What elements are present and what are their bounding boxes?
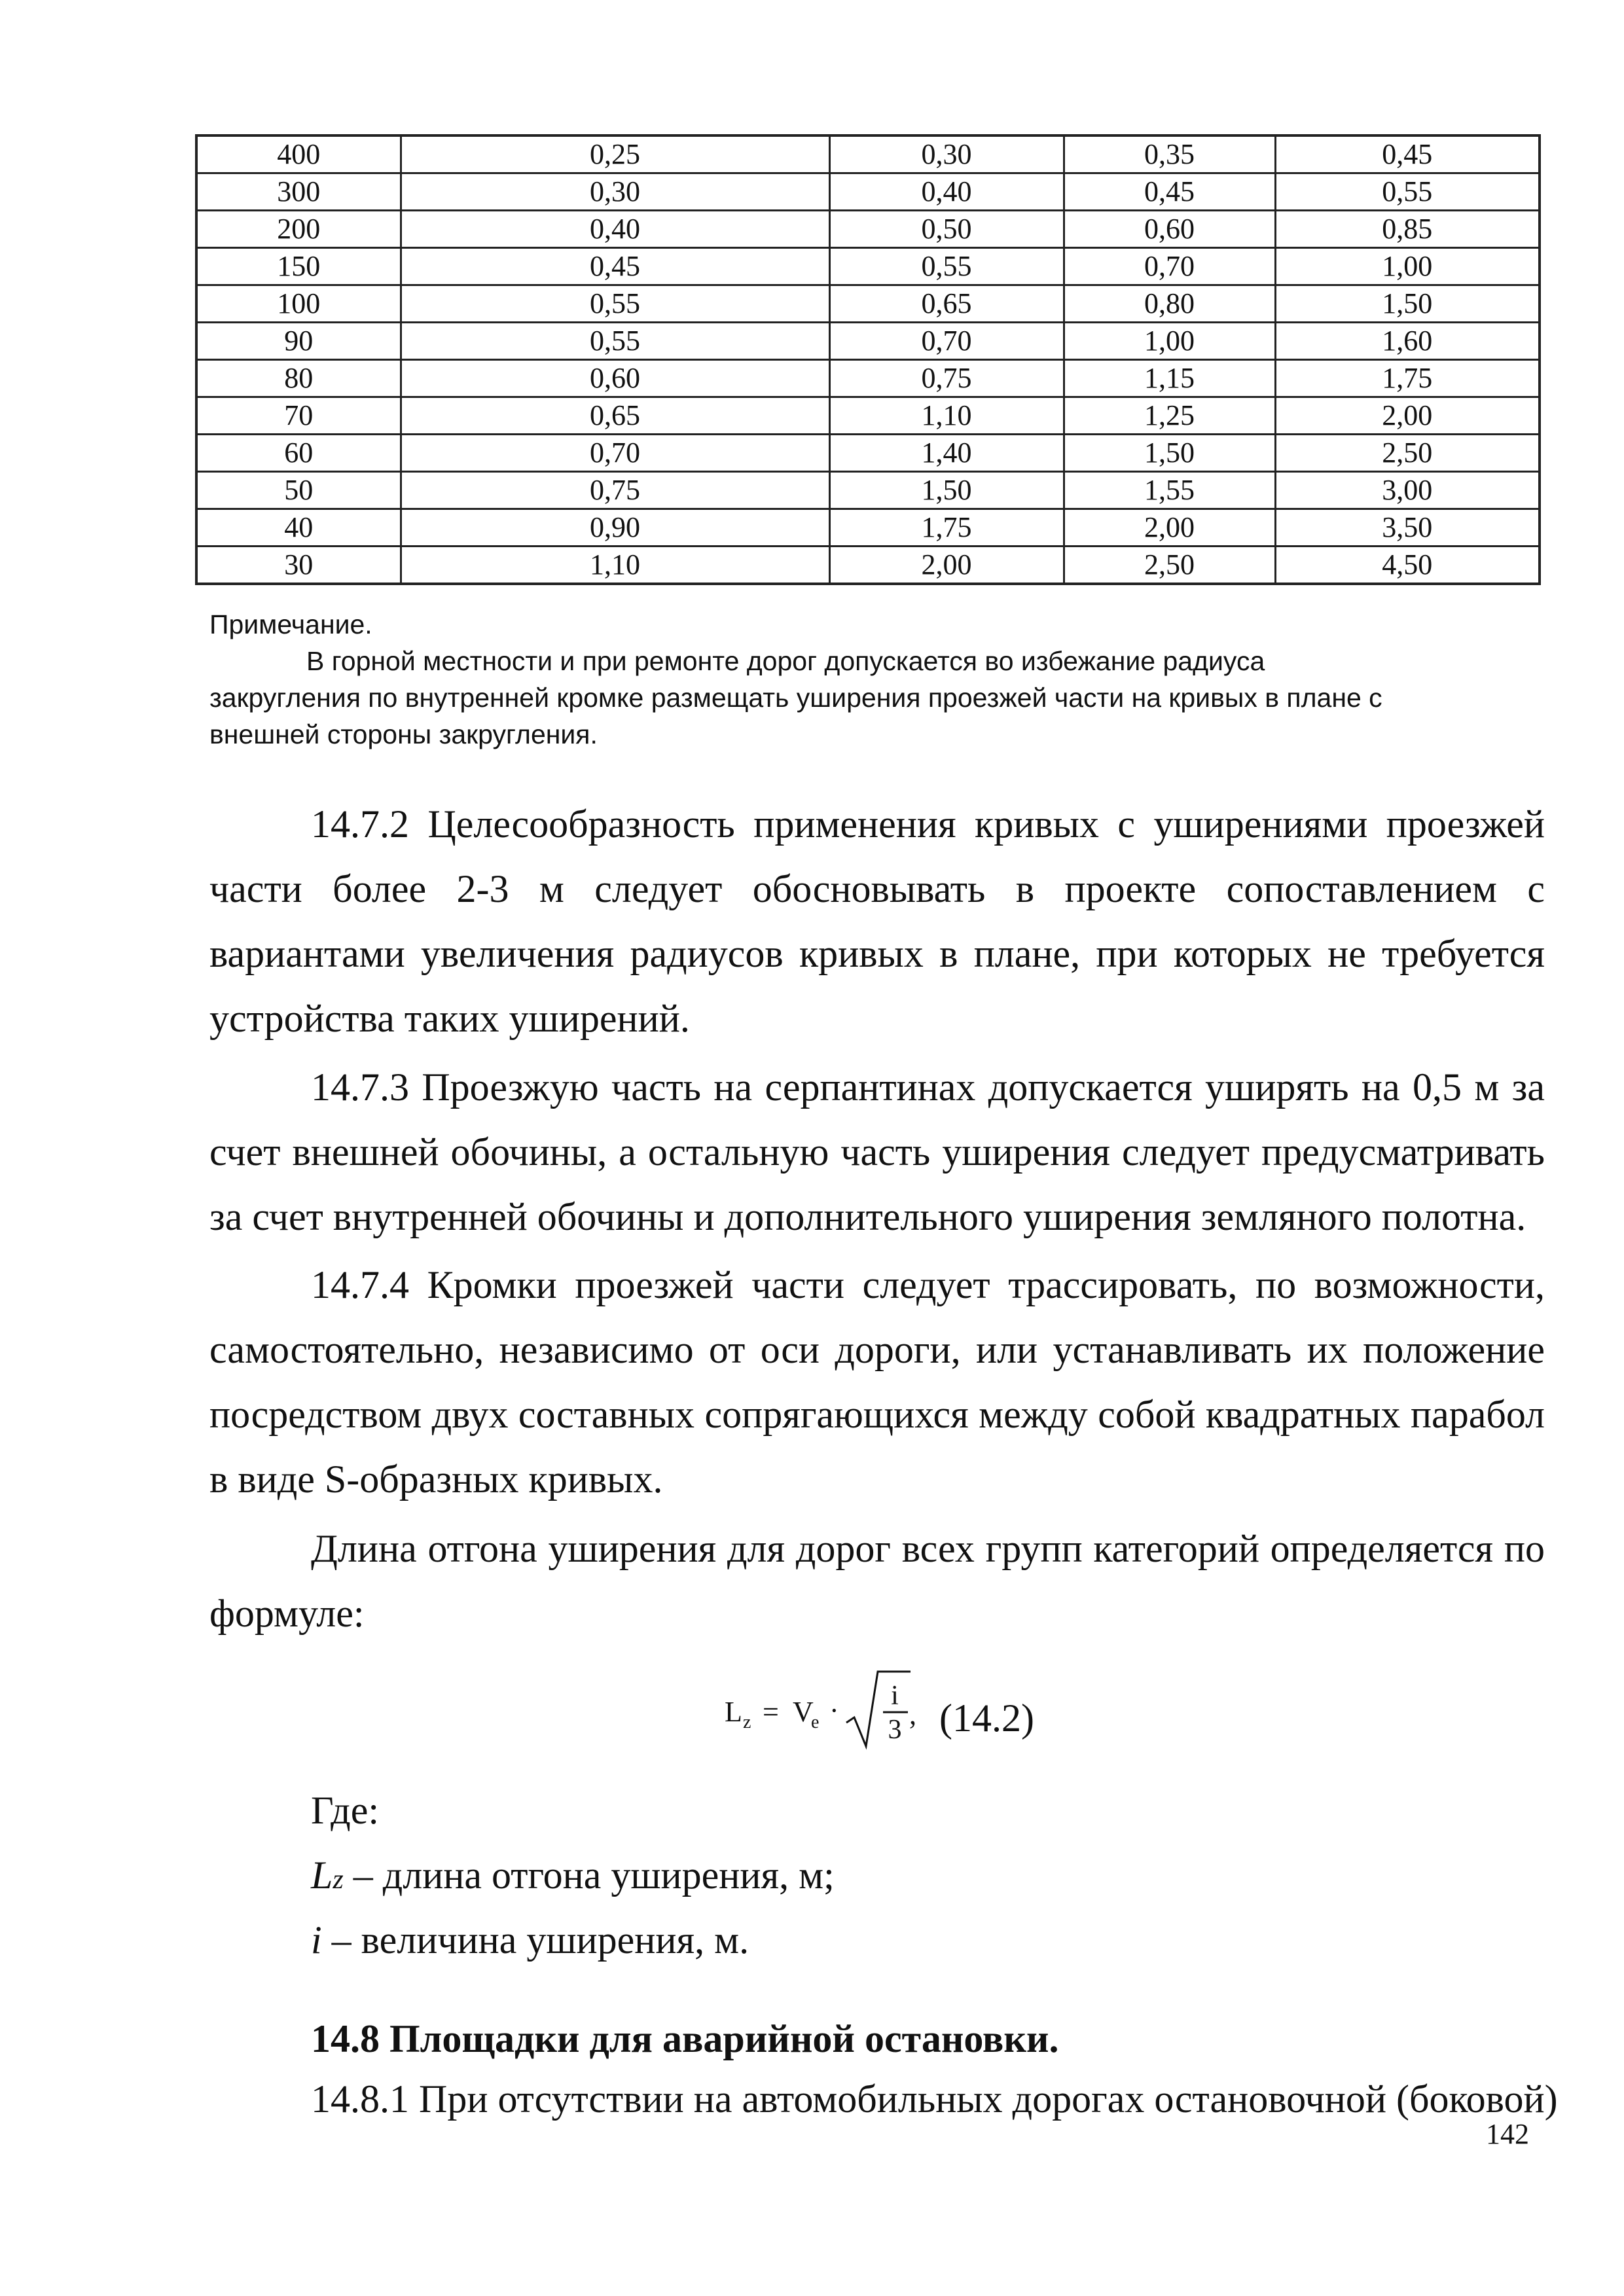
table-cell: 2,00 — [1275, 397, 1540, 435]
table-cell: 2,50 — [1275, 435, 1540, 472]
table-cell: 2,00 — [1064, 509, 1275, 547]
paragraph-formula-intro: Длина отгона уширения для дорог всех групп категорий определяется по формуле: — [209, 1527, 1545, 1635]
table-cell: 1,15 — [1064, 360, 1275, 397]
table-cell: 60 — [196, 435, 401, 472]
table-cell: 0,35 — [1064, 135, 1275, 173]
table-row — [196, 397, 1540, 435]
table-row — [196, 135, 1540, 173]
table-cell: 30 — [196, 547, 401, 584]
table-cell: 0,30 — [401, 173, 829, 211]
table-cell: 0,45 — [1064, 173, 1275, 211]
table-cell: 0,80 — [1064, 285, 1275, 323]
table-cell: 1,60 — [1275, 323, 1540, 360]
table-cell: 0,70 — [1064, 248, 1275, 285]
table-cell: 1,75 — [1275, 360, 1540, 397]
table-cell: 0,85 — [1275, 211, 1540, 248]
table-note — [209, 606, 1545, 753]
where-i — [311, 1908, 749, 1973]
formula-v: V — [793, 1696, 814, 1728]
lz-symbol: L — [311, 1854, 333, 1897]
table-row — [196, 211, 1540, 248]
table-cell: 70 — [196, 397, 401, 435]
table-cell: 0,60 — [401, 360, 829, 397]
table-row — [196, 173, 1540, 211]
table-cell: 2,00 — [829, 547, 1064, 584]
paragraph-14-7-3: 14.7.3 Проезжую часть на серпантинах допускается уширять на 0,5 м за счет внешней обочины, а остальную часть уширения следует предусматривать за счет внутренней обочины и дополнительного уширения земляного полотна. — [209, 1066, 1545, 1238]
table-cell: 0,30 — [829, 135, 1064, 173]
table-cell: 4,50 — [1275, 547, 1540, 584]
table-cell: 300 — [196, 173, 401, 211]
table-row — [196, 360, 1540, 397]
where-label: Где: — [311, 1789, 380, 1832]
paragraph-14-8-1-first-line: 14.8.1 При отсутствии на автомобильных дорогах остановочной (боковой) — [311, 2077, 1558, 2121]
i-symbol: i — [311, 1918, 322, 1962]
table-cell: 0,65 — [401, 397, 829, 435]
table-cell: 1,10 — [401, 547, 829, 584]
table-row — [196, 509, 1540, 547]
table-cell: 0,40 — [401, 211, 829, 248]
table-cell: 1,00 — [1064, 323, 1275, 360]
table-row — [196, 323, 1540, 360]
lz-subscript: z — [333, 1865, 344, 1895]
table-cell: 80 — [196, 360, 401, 397]
table-cell: 0,45 — [1275, 135, 1540, 173]
table-cell: 3,00 — [1275, 472, 1540, 509]
formula-expression — [723, 1668, 933, 1753]
table-cell: 1,25 — [1064, 397, 1275, 435]
formula-comma: , — [909, 1698, 916, 1731]
table-cell: 1,40 — [829, 435, 1064, 472]
table-cell: 0,55 — [829, 248, 1064, 285]
table-cell: 100 — [196, 285, 401, 323]
note-line-3: внешней стороны закругления. — [209, 719, 598, 749]
note-line-2: закругления по внутренней кромке размещать уширения проезжей части на кривых в плане с — [209, 683, 1382, 713]
table-cell: 0,90 — [401, 509, 829, 547]
formula-equals: = — [763, 1696, 779, 1728]
table-cell: 200 — [196, 211, 401, 248]
table-cell: 0,75 — [401, 472, 829, 509]
formula-numerator: i — [891, 1681, 899, 1711]
formula-lhs: L — [725, 1696, 742, 1728]
table-cell: 1,75 — [829, 509, 1064, 547]
table-cell: 90 — [196, 323, 401, 360]
formula-lhs-sub: z — [743, 1712, 751, 1732]
table-row — [196, 435, 1540, 472]
formula-v-sub: e — [811, 1712, 820, 1732]
formula-denominator: 3 — [888, 1715, 902, 1745]
table-cell: 40 — [196, 509, 401, 547]
table-cell: 0,55 — [401, 285, 829, 323]
table-cell: 1,10 — [829, 397, 1064, 435]
page-number: 142 — [1486, 2118, 1529, 2150]
formula-dot: · — [829, 1695, 839, 1727]
table-cell: 0,50 — [829, 211, 1064, 248]
table-cell: 1,50 — [829, 472, 1064, 509]
table-cell: 0,40 — [829, 173, 1064, 211]
table-cell: 150 — [196, 248, 401, 285]
table-cell: 400 — [196, 135, 401, 173]
formula-14-2 — [723, 1668, 1051, 1753]
formula-number: (14.2) — [939, 1696, 1034, 1740]
table-cell: 1,00 — [1275, 248, 1540, 285]
table-row — [196, 547, 1540, 584]
paragraph-14-7-2: 14.7.2 Целесообразность применения кривых с уширениями проезжей части более 2-3 м следует обосновывать в проекте сопоставлением с вариантами увеличения радиусов кривых в плане, при которых не требуется устройства таких уширений. — [209, 802, 1545, 1040]
table-row — [196, 472, 1540, 509]
table-cell: 2,50 — [1064, 547, 1275, 584]
table-cell: 0,70 — [829, 323, 1064, 360]
note-line-1: В горной местности и при ремонте дорог допускается во избежание радиуса — [306, 646, 1265, 676]
table-cell: 0,75 — [829, 360, 1064, 397]
table-cell: 0,55 — [401, 323, 829, 360]
table-cell: 0,45 — [401, 248, 829, 285]
paragraph-14-7-4: 14.7.4 Кромки проезжей части следует трассировать, по возможности, самостоятельно, независимо от оси дороги, или устанавливать их положение посредством двух составных сопрягающихся между собой квадратных парабол в виде S-образных кривых. — [209, 1263, 1545, 1501]
table-cell: 50 — [196, 472, 401, 509]
widening-table — [195, 134, 1541, 585]
i-definition: – величина уширения, м. — [321, 1918, 749, 1962]
table-cell: 0,55 — [1275, 173, 1540, 211]
table-cell: 0,60 — [1064, 211, 1275, 248]
note-title: Примечание. — [209, 609, 372, 639]
table-row — [196, 285, 1540, 323]
table-cell: 3,50 — [1275, 509, 1540, 547]
table-cell: 1,50 — [1064, 435, 1275, 472]
section-heading-14-8: 14.8 Площадки для аварийной остановки. — [311, 2017, 1059, 2060]
table-cell: 1,55 — [1064, 472, 1275, 509]
table-cell: 0,70 — [401, 435, 829, 472]
where-lz — [311, 1843, 835, 1912]
table-cell: 1,50 — [1275, 285, 1540, 323]
table-row — [196, 248, 1540, 285]
table-cell: 0,25 — [401, 135, 829, 173]
lz-definition: – длина отгона уширения, м; — [343, 1854, 835, 1897]
widening-table-body — [196, 135, 1540, 584]
table-cell: 0,65 — [829, 285, 1064, 323]
